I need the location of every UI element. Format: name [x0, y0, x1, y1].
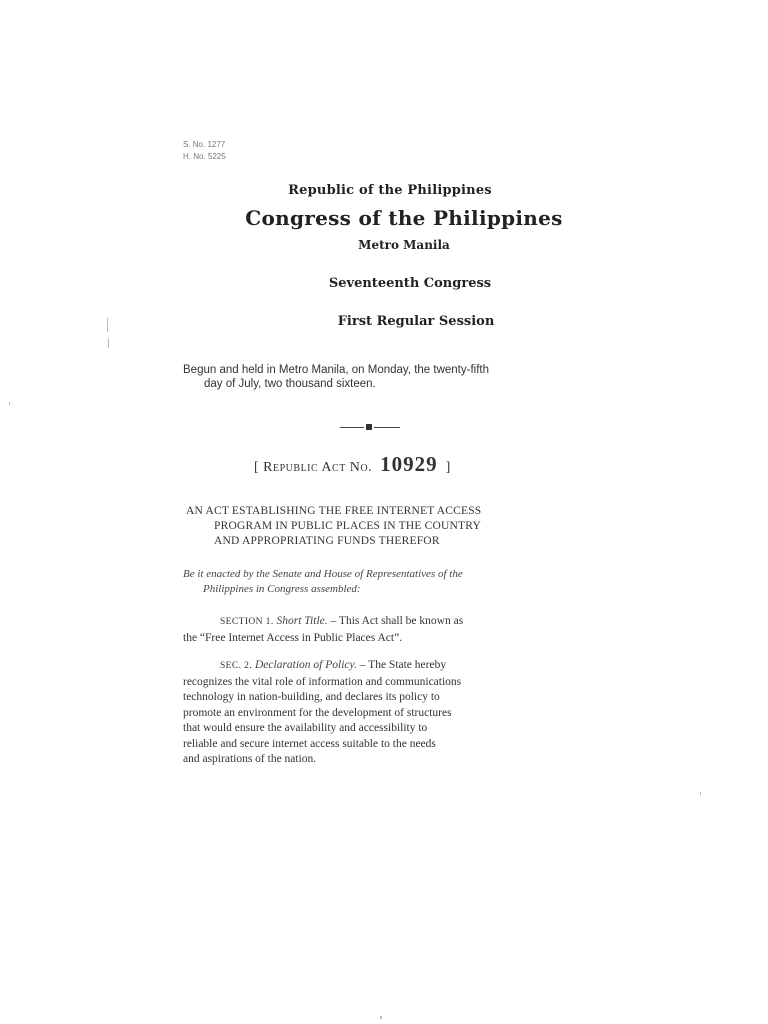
- section-2-line: technology in nation-building, and declares its policy to: [183, 691, 440, 703]
- begun-line-2: day of July, two thousand sixteen.: [204, 378, 376, 390]
- scan-artifact: [108, 338, 109, 348]
- senate-bill-number: S. No. 1277: [183, 140, 226, 149]
- section-1-line-2: the “Free Internet Access in Public Places Act”.: [183, 631, 403, 644]
- section-2-line: and aspirations of the nation.: [183, 753, 317, 765]
- republic-act-number: [254, 452, 451, 477]
- congress-number-heading: Seventeenth Congress: [328, 276, 492, 291]
- ra-number: 10929: [380, 452, 438, 476]
- bill-numbers: [183, 139, 226, 163]
- act-title: [186, 504, 566, 549]
- scan-artifact: [107, 318, 108, 332]
- session-heading: First Regular Session: [337, 314, 495, 329]
- enacting-clause: [183, 567, 573, 597]
- section-2-line: recognizes the vital role of information and communications: [183, 675, 462, 688]
- section-1-label: SECTION 1.: [220, 617, 274, 627]
- ra-label: Republic Act No.: [263, 460, 373, 475]
- section-1-text: – This Act shall be known as: [327, 615, 464, 627]
- act-title-line-3: AND APPROPRIATING FUNDS THEREFOR: [214, 535, 440, 547]
- divider-line-left: [340, 427, 364, 428]
- section-2-line: promote an environment for the development of structures: [183, 706, 452, 719]
- section-2-line: reliable and secure internet access suitable to the needs: [183, 737, 436, 750]
- divider-line-right: [374, 427, 400, 428]
- scan-artifact: [9, 402, 10, 405]
- begun-statement: [183, 363, 563, 391]
- section-2-text: – The State hereby: [356, 659, 447, 671]
- section-1-heading: Short Title.: [276, 615, 328, 627]
- act-title-line-1: AN ACT ESTABLISHING THE FREE INTERNET ACCESS: [186, 505, 482, 517]
- ra-open-bracket: [: [254, 460, 260, 475]
- city-heading: Metro Manila: [358, 238, 450, 252]
- act-title-line-2: PROGRAM IN PUBLIC PLACES IN THE COUNTRY: [214, 520, 482, 532]
- section-2: [183, 658, 558, 768]
- section-2-heading: Declaration of Policy.: [254, 659, 357, 671]
- divider-mark-icon: [366, 424, 372, 430]
- republic-heading: Republic of the Philippines: [288, 183, 492, 198]
- ornamental-divider: [340, 424, 400, 430]
- section-1-line-1: [183, 614, 558, 631]
- enacting-clause-line-2: Philippines in Congress assembled:: [203, 583, 361, 595]
- scan-artifact: [380, 1016, 382, 1019]
- scan-artifact: [700, 792, 701, 795]
- section-1: [183, 614, 558, 646]
- house-bill-number: H. No. 5225: [183, 152, 226, 161]
- congress-heading: Congress of the Philippines: [245, 206, 563, 230]
- ra-close-bracket: ]: [445, 460, 451, 475]
- section-2-label: SEC. 2.: [220, 661, 253, 671]
- section-2-line: that would ensure the availability and accessibility to: [183, 722, 428, 734]
- section-2-line-1: [183, 658, 558, 675]
- begun-line-1: Begun and held in Metro Manila, on Monday, the twenty-fifth: [183, 364, 489, 376]
- enacting-clause-line-1: Be it enacted by the Senate and House of Representatives of the: [183, 568, 463, 580]
